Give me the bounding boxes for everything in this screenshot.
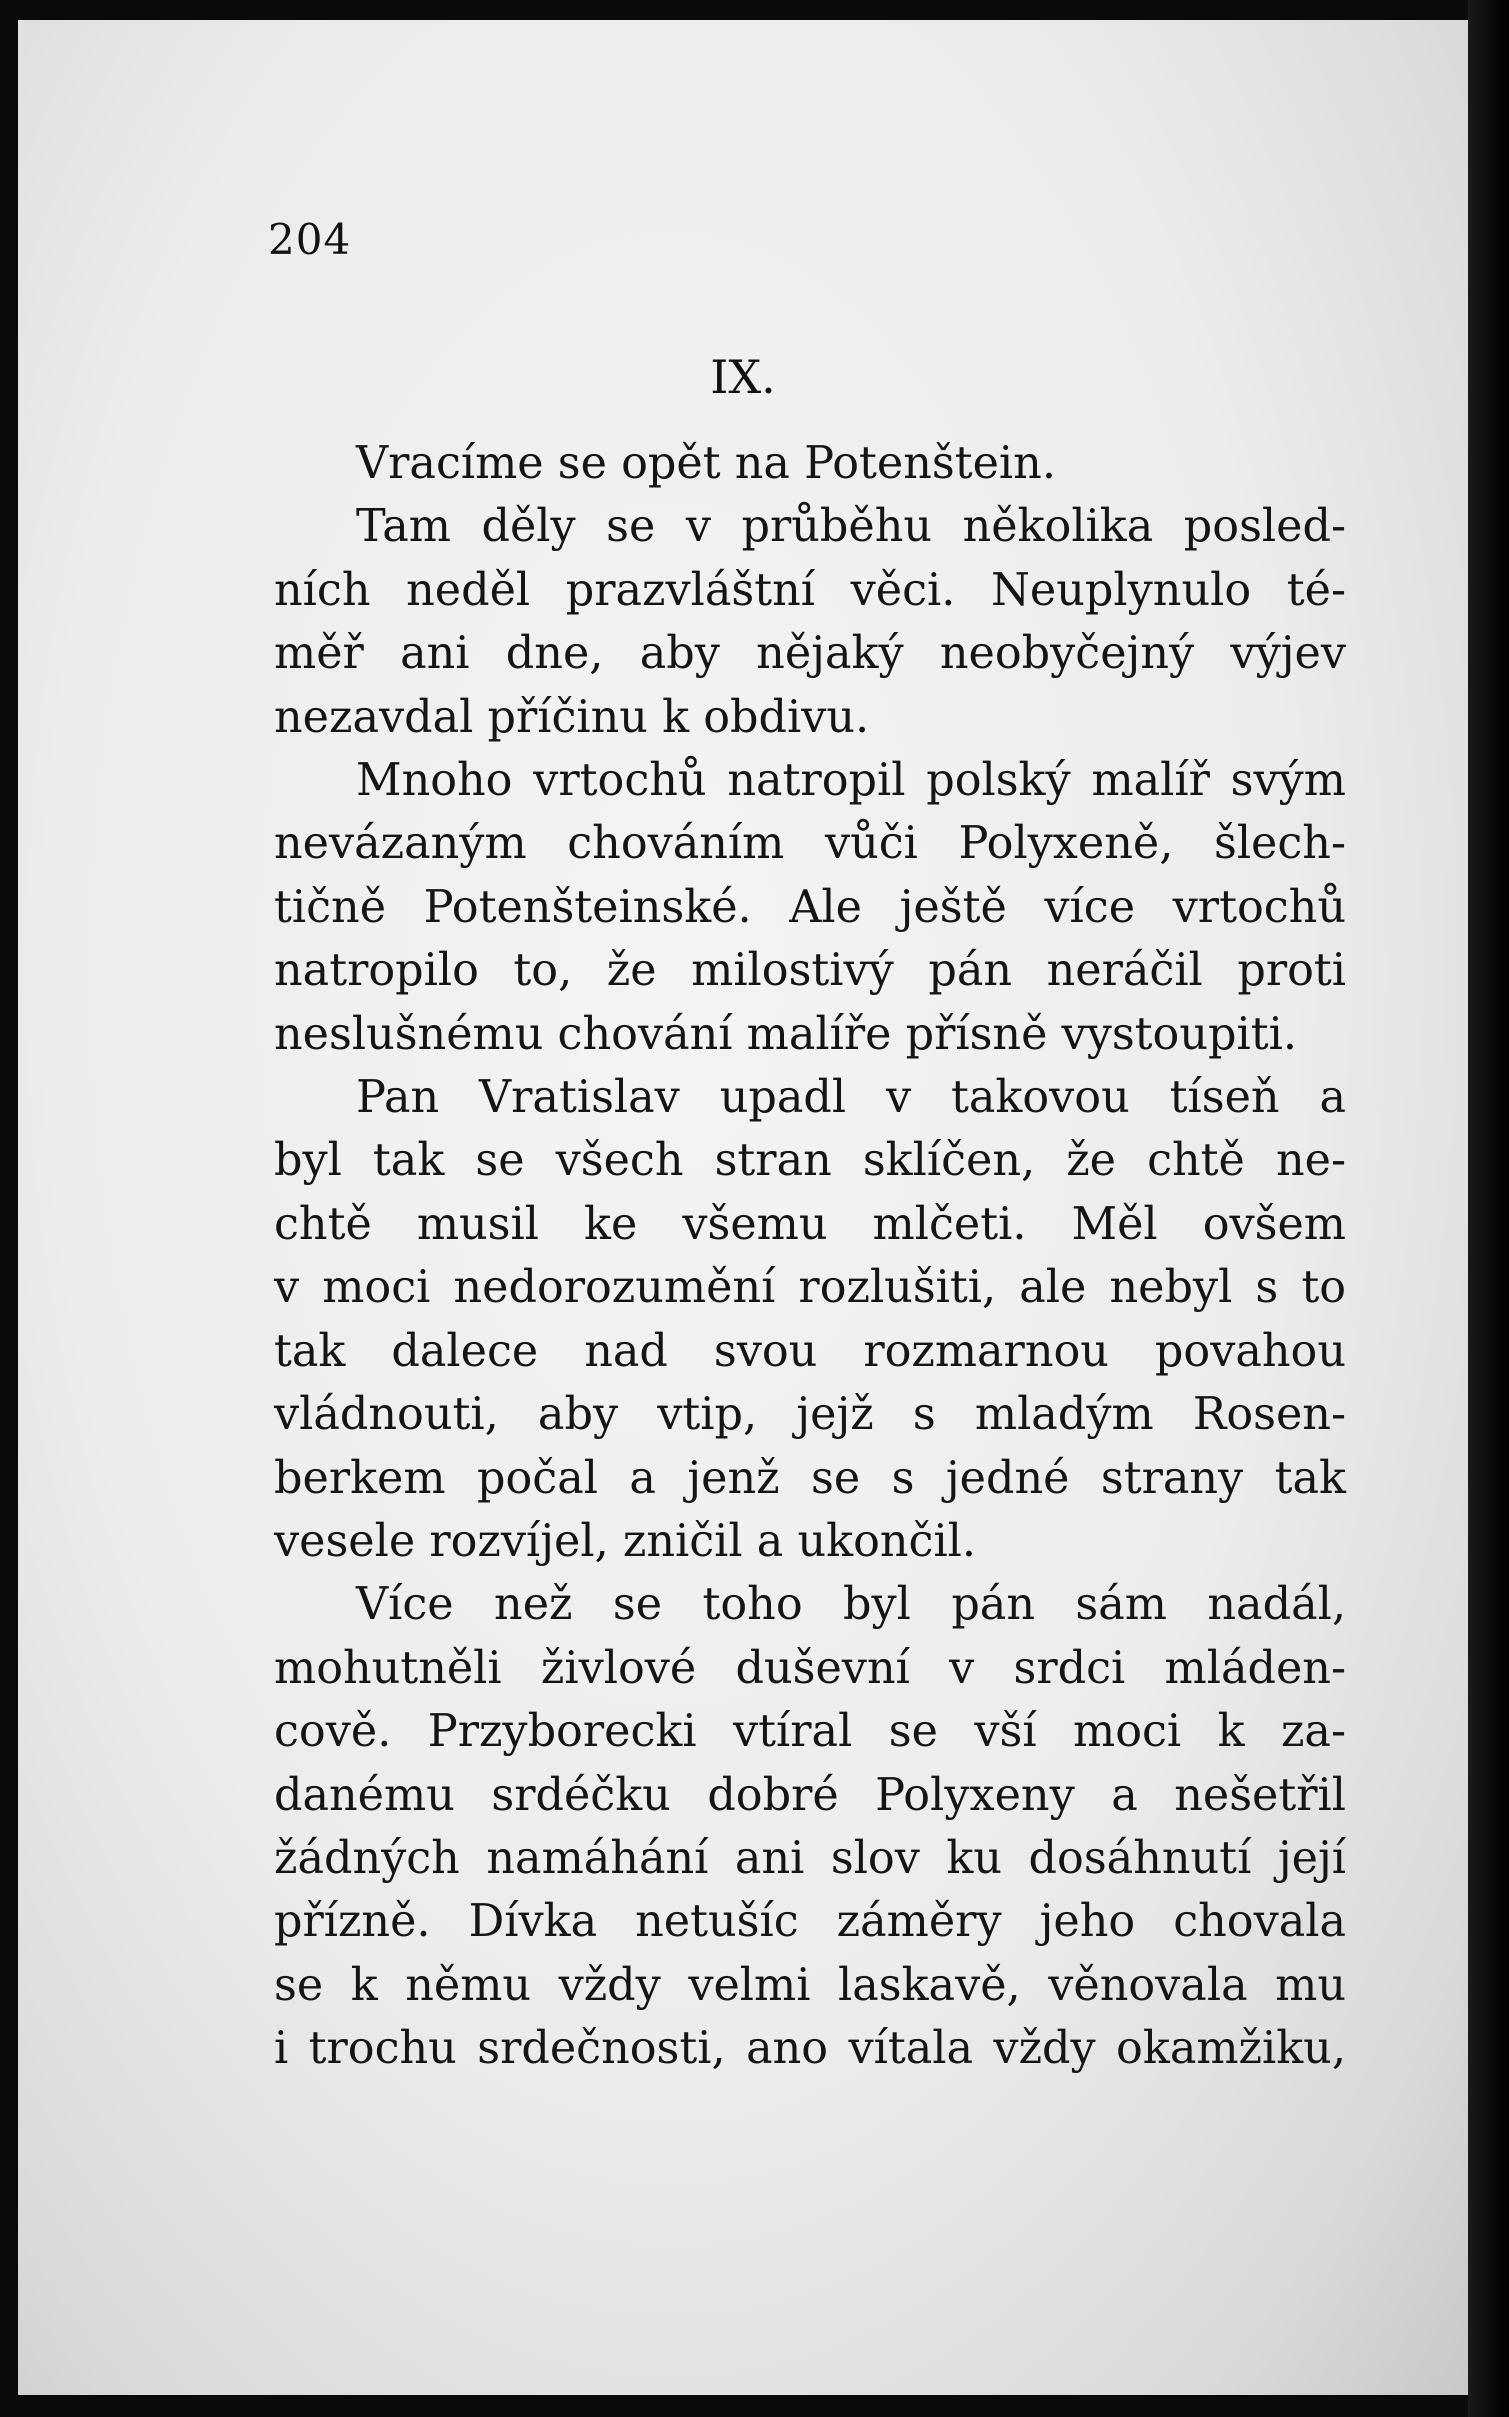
page-number: 204 xyxy=(268,215,352,264)
book-page xyxy=(18,20,1468,2395)
text-line: cově. Przyborecki vtíral se vší moci k za- xyxy=(274,1706,1346,1758)
text-line: i trochu srdečnosti, ano vítala vždy okamžiku, xyxy=(274,2023,1346,2075)
text-line: Tam děly se v průběhu několika posled- xyxy=(356,501,1346,553)
text-line: tičně Potenšteinské. Ale ještě více vrtochů xyxy=(274,881,1346,933)
text-line: měř ani dne, aby nějaký neobyčejný výjev xyxy=(274,628,1346,680)
text-line: danému srdéčku dobré Polyxeny a nešetřil xyxy=(274,1769,1346,1821)
body-text xyxy=(274,432,1346,2081)
text-line: Pan Vratislav upadl v takovou tíseň a xyxy=(356,1072,1346,1124)
text-line: nezavdal příčinu k obdivu. xyxy=(274,691,870,743)
text-line: tak dalece nad svou rozmarnou povahou xyxy=(274,1325,1346,1377)
text-line: mohutněli živlové duševní v srdci mláden- xyxy=(274,1642,1346,1694)
text-line: vesele rozvíjel, zničil a ukončil. xyxy=(274,1515,977,1567)
text-line: Vracíme se opět na Potenštein. xyxy=(356,438,1056,489)
text-line: berkem počal a jenž se s jedné strany tak xyxy=(274,1452,1346,1504)
text-line: vládnouti, aby vtip, jejž s mladým Rosen- xyxy=(274,1389,1346,1441)
text-line: v moci nedorozumění rozlušiti, ale nebyl s to xyxy=(274,1262,1346,1314)
text-line: Více než se toho byl pán sám nadál, xyxy=(356,1579,1346,1631)
text-line: nevázaným chováním vůči Polyxeně, šlech- xyxy=(274,818,1346,870)
text-line: ních neděl prazvláštní věci. Neuplynulo té- xyxy=(274,564,1346,616)
scan-edge xyxy=(1468,0,1509,2417)
text-line: přízně. Dívka netušíc záměry jeho chovala xyxy=(274,1896,1346,1948)
text-line: Mnoho vrtochů natropil polský malíř svým xyxy=(356,755,1346,807)
text-line: chtě musil ke všemu mlčeti. Měl ovšem xyxy=(274,1198,1346,1250)
text-line: natropilo to, že milostivý pán neráčil proti xyxy=(274,945,1346,997)
text-line: neslušnému chování malíře přísně vystoupiti. xyxy=(274,1008,1297,1060)
text-line: se k němu vždy velmi laskavě, věnovala mu xyxy=(274,1959,1346,2011)
text-line: žádných namáhání ani slov ku dosáhnutí její xyxy=(274,1832,1346,1884)
chapter-heading: IX. xyxy=(710,350,776,404)
text-line: byl tak se všech stran sklíčen, že chtě ne- xyxy=(274,1135,1346,1187)
